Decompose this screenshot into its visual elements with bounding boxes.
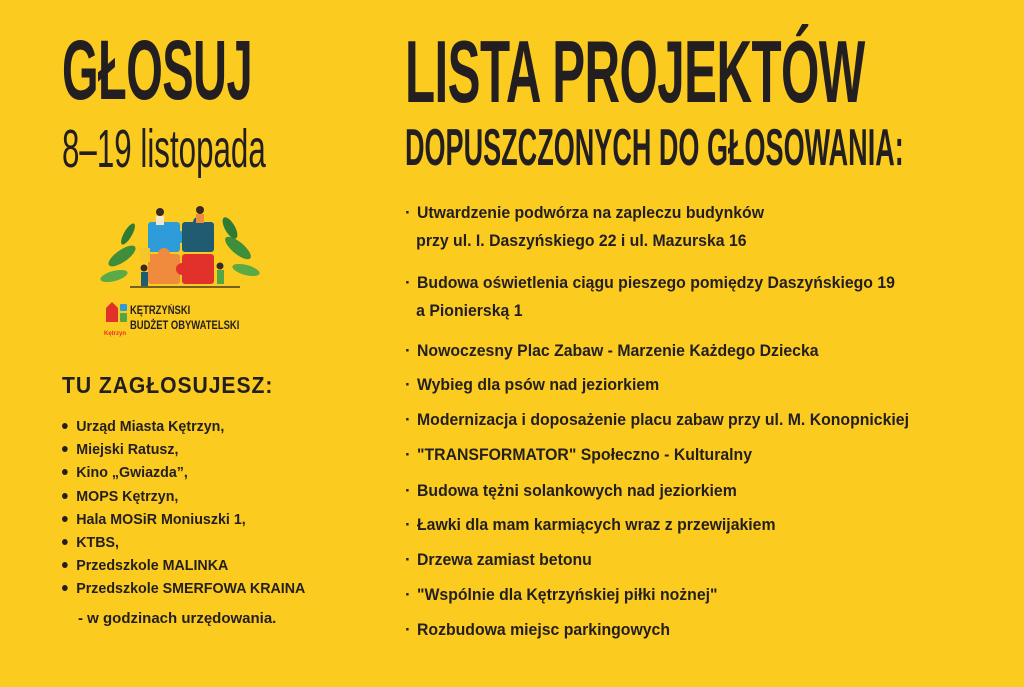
logo-line-2: BUDŻET OBYWATELSKI	[130, 320, 240, 332]
list-item: Kino „Gwiazda”,	[62, 461, 305, 484]
bullet-icon: ·	[405, 375, 411, 394]
list-item: Hala MOSiR Moniuszki 1,	[62, 508, 305, 531]
list-item: Urząd Miasta Kętrzyn,	[62, 415, 305, 438]
voting-locations-list	[62, 415, 318, 601]
bullet-icon	[62, 446, 68, 452]
list-item: · Rozbudowa miejsc parkingowych	[405, 616, 689, 644]
bullet-icon	[62, 562, 68, 568]
list-item: · Nowoczesny Plac Zabaw - Marzenie Każdego Dziecka	[405, 337, 849, 365]
bullet-icon	[62, 585, 68, 591]
office-hours-note: - w godzinach urzędowania.	[78, 610, 277, 627]
bullet-icon: ·	[405, 341, 411, 360]
list-item: · Modernizacja i doposażenie placu zabaw przy ul. M. Konopnickiej	[405, 406, 946, 434]
ketrzyn-emblem-icon	[106, 302, 127, 322]
bullet-icon: ·	[405, 445, 411, 464]
projects-title: LISTA PROJEKTÓW	[405, 22, 865, 121]
projects-subtitle: DOPUSZCZONYCH DO GŁOSOWANIA:	[405, 119, 904, 177]
logo-line-1: KĘTRZYŃSKI	[130, 305, 191, 317]
list-item: · Utwardzenie podwórza na zapleczu budynków przy ul. I. Daszyńskiego 22 i ul. Mazurska 16	[405, 199, 790, 255]
bullet-icon	[62, 493, 68, 499]
bullet-icon: ·	[405, 203, 411, 222]
bullet-icon: ·	[405, 515, 411, 534]
list-item: · "Wspólnie dla Kętrzyńskiej piłki nożnej"	[405, 581, 740, 609]
bullet-icon	[62, 469, 68, 475]
list-item: Przedszkole MALINKA	[62, 554, 305, 577]
list-item: · Budowa oświetlenia ciągu pieszego pomiędzy Daszyńskiego 19 a Pionierską 1	[405, 269, 931, 325]
list-item: KTBS,	[62, 531, 305, 554]
vote-dates: 8–19 listopada	[62, 119, 266, 179]
list-item: · Wybieg dla psów nad jeziorkiem	[405, 371, 677, 399]
bullet-icon	[62, 423, 68, 429]
list-item: · Ławki dla mam karmiących wraz z przewijakiem	[405, 511, 803, 539]
budget-logo-label	[130, 304, 239, 334]
list-item: · Drzewa zamiast betonu	[405, 546, 605, 574]
logo-city-label: Kętrzyn	[104, 331, 127, 337]
list-item: Przedszkole SMERFOWA KRAINA	[62, 577, 305, 600]
bullet-icon: ·	[405, 550, 411, 569]
bullet-icon: ·	[405, 585, 411, 604]
bullet-icon: ·	[405, 620, 411, 639]
bullet-icon: ·	[405, 410, 411, 429]
bullet-icon	[62, 539, 68, 545]
bullet-icon: ·	[405, 481, 411, 500]
list-item: · Budowa tężni solankowych nad jeziorkiem	[405, 477, 761, 505]
bullet-icon: ·	[405, 273, 411, 292]
where-to-vote-heading: TU ZAGŁOSUJESZ:	[62, 372, 274, 398]
list-item: MOPS Kętrzyn,	[62, 485, 305, 508]
bullet-icon	[62, 516, 68, 522]
vote-title: GŁOSUJ	[62, 23, 253, 117]
list-item: · "TRANSFORMATOR" Społeczno - Kulturalny	[405, 441, 777, 469]
list-item: Miejski Ratusz,	[62, 438, 305, 461]
